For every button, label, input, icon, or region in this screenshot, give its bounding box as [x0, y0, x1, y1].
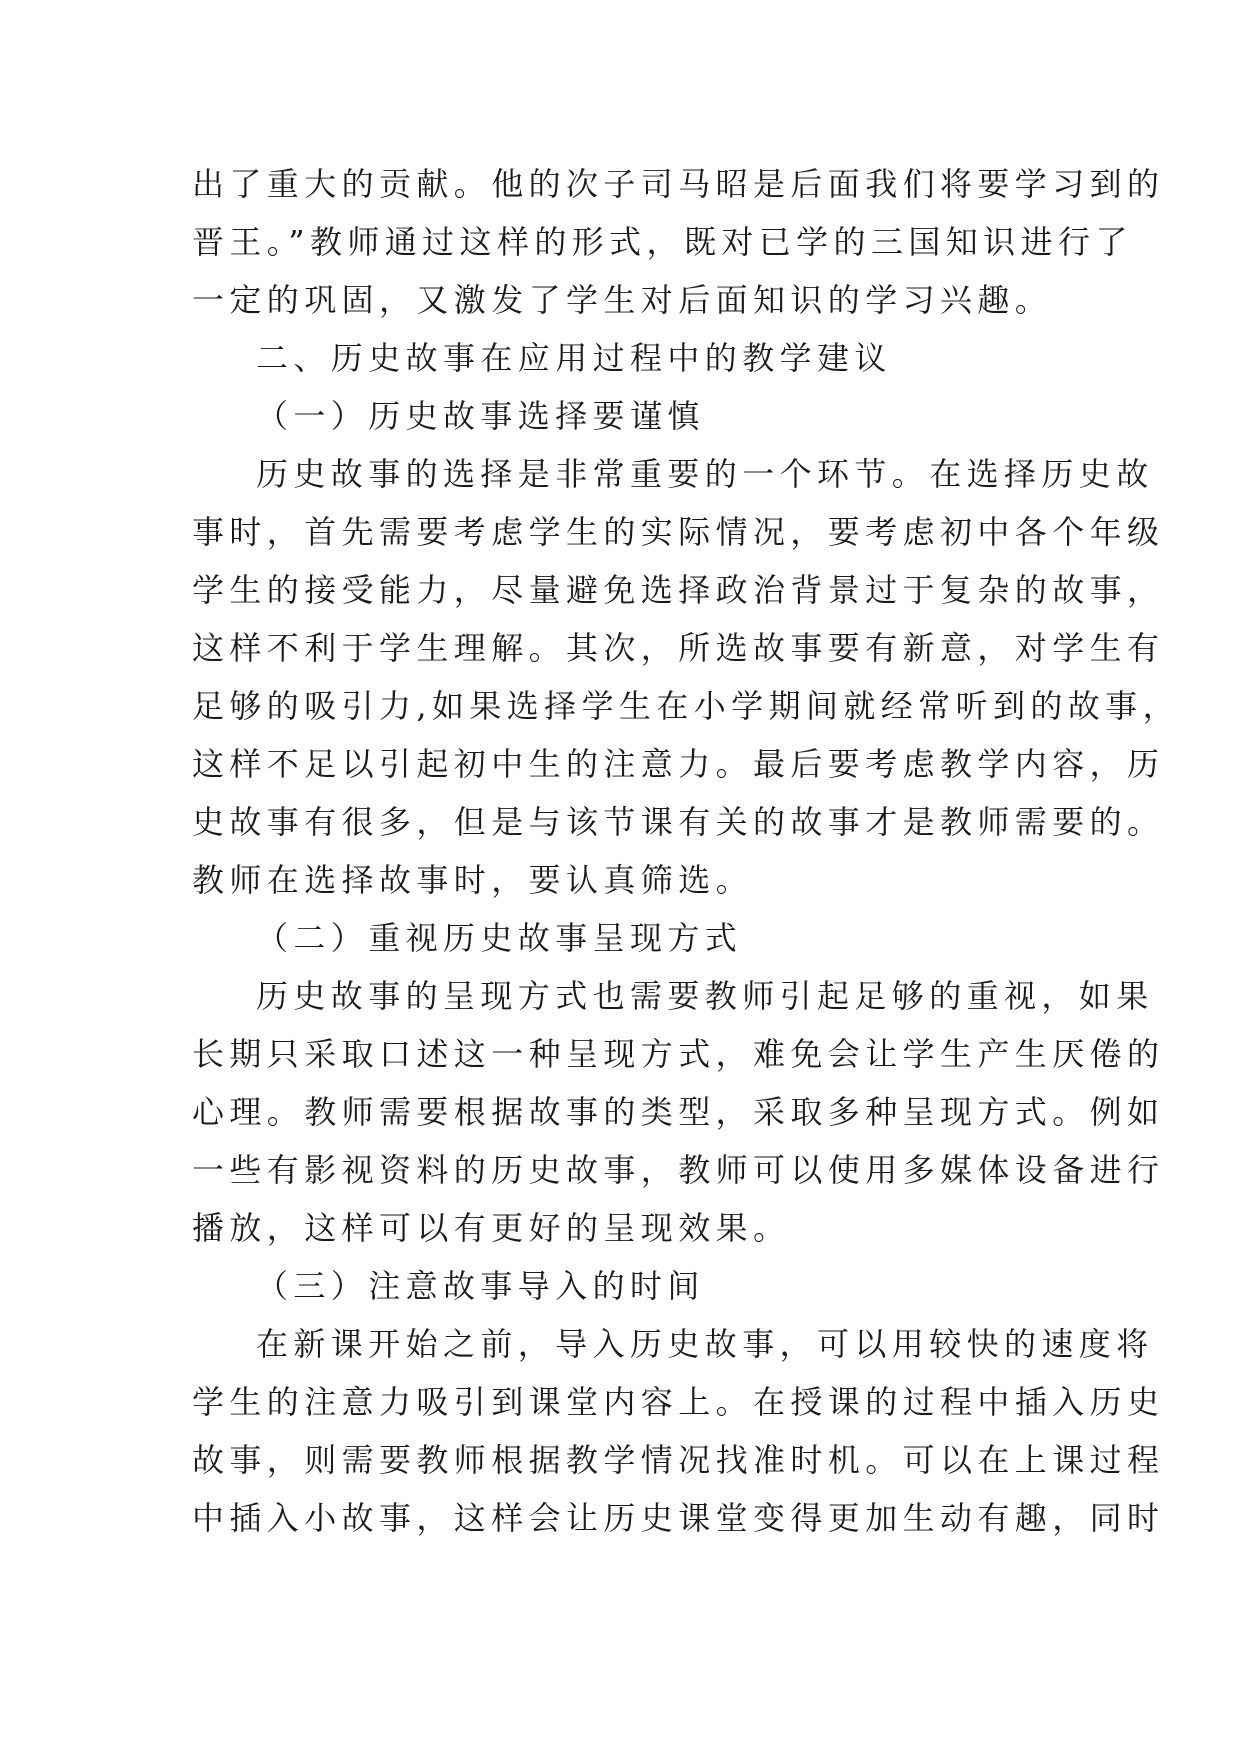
- paragraph-line: 历史故事的呈现方式也需要教师引起足够的重视，如果: [256, 977, 1154, 1015]
- paragraph-line: 学生的注意力吸引到课堂内容上。在授课的过程中插入历史: [192, 1383, 1165, 1421]
- section-heading: 二、历史故事在应用过程中的教学建议: [256, 339, 892, 377]
- paragraph-line: 足够的吸引力,如果选择学生在小学期间就经常听到的故事，: [192, 687, 1180, 725]
- paragraph-line: 这样不足以引起初中生的注意力。最后要考虑教学内容，历: [192, 745, 1165, 783]
- paragraph-line: 一定的巩固，又激发了学生对后面知识的学习兴趣。: [192, 281, 1053, 319]
- paragraph-line: 这样不利于学生理解。其次，所选故事要有新意，对学生有: [192, 629, 1165, 667]
- subsection-heading: （二）重视历史故事呈现方式: [256, 919, 743, 957]
- paragraph-line: 长期只采取口述这一种呈现方式，难免会让学生产生厌倦的: [192, 1035, 1165, 1073]
- subsection-heading: （一）历史故事选择要谨慎: [256, 397, 705, 435]
- paragraph-line: 出了重大的贡献。他的次子司马昭是后面我们将要学习到的: [192, 165, 1165, 203]
- paragraph-line: 史故事有很多，但是与该节课有关的故事才是教师需要的。: [192, 803, 1165, 841]
- paragraph-line: 历史故事的选择是非常重要的一个环节。在选择历史故: [256, 455, 1154, 493]
- paragraph-line: 事时，首先需要考虑学生的实际情况，要考虑初中各个年级: [192, 513, 1165, 551]
- paragraph-line: 教师在选择故事时，要认真筛选。: [192, 861, 754, 899]
- paragraph-line: 晋王。”教师通过这样的形式，既对已学的三国知识进行了: [192, 223, 1133, 261]
- paragraph-line: 心理。教师需要根据故事的类型，采取多种呈现方式。例如: [192, 1093, 1165, 1131]
- paragraph-line: 一些有影视资料的历史故事，教师可以使用多媒体设备进行: [192, 1151, 1165, 1189]
- subsection-heading: （三）注意故事导入的时间: [256, 1267, 705, 1305]
- paragraph-line: 在新课开始之前，导入历史故事，可以用较快的速度将: [256, 1325, 1154, 1363]
- paragraph-line: 播放，这样可以有更好的呈现效果。: [192, 1209, 791, 1247]
- paragraph-line: 故事，则需要教师根据教学情况找准时机。可以在上课过程: [192, 1441, 1165, 1479]
- paragraph-line: 中插入小故事，这样会让历史课堂变得更加生动有趣，同时: [192, 1499, 1165, 1537]
- paragraph-line: 学生的接受能力，尽量避免选择政治背景过于复杂的故事，: [192, 571, 1165, 609]
